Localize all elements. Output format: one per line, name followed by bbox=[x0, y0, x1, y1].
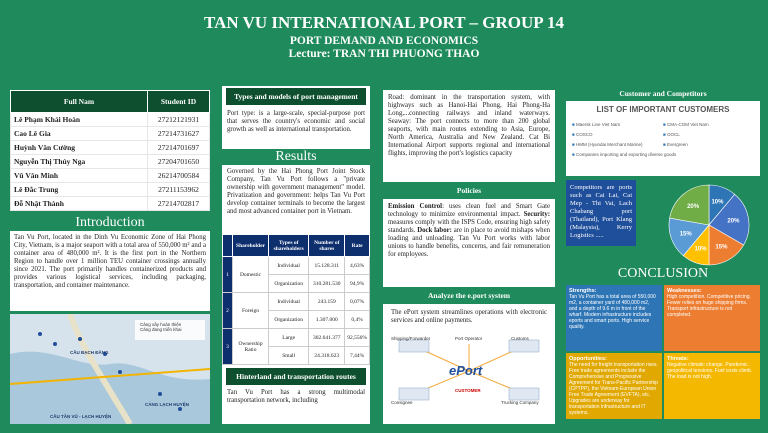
competitors-text: Competitors are ports such as Cai Lai, Cai Mep - Thi Vai, Lach Chabang port (Thailand), Port Klang (Malaysia), Kerry Logistics ..... bbox=[566, 180, 636, 246]
bullet-icon: ■ bbox=[572, 152, 576, 157]
map-legend-ongoing: Cảng đang triển khai bbox=[140, 327, 182, 332]
bullet-icon: ■ bbox=[572, 132, 576, 137]
competitors-heading: Customer and Competitors bbox=[566, 86, 760, 101]
member-row bbox=[11, 169, 210, 183]
eport-label-operator: Port Operator bbox=[455, 336, 483, 341]
eport-label-customs: Customs bbox=[511, 336, 529, 341]
member-name: Cao Lê Gia bbox=[11, 127, 148, 141]
member-name: Lê Đắc Trung bbox=[11, 183, 148, 197]
map-legend bbox=[140, 322, 182, 332]
eport-label-shipping: Shipping/Forwarder bbox=[391, 336, 431, 341]
results-heading: Results bbox=[222, 149, 370, 165]
conclusion-heading: CONCLUSION bbox=[566, 266, 760, 282]
policies-heading: Policies bbox=[383, 182, 555, 199]
share-col-idx bbox=[223, 235, 233, 257]
share-row bbox=[223, 293, 370, 311]
types-text: Port type: is a large-scale, special-purpose port that serves the country's economic and social growth as well as international transportation. bbox=[227, 110, 365, 133]
share-cell: 243.159 bbox=[309, 293, 345, 311]
map-legend-complete: Cảng xây hoàn thiện bbox=[140, 322, 182, 327]
poster-subtitle: PORT DEMAND AND ECONOMICS bbox=[289, 35, 479, 47]
member-name: Lê Phạm Khải Hoàn bbox=[11, 113, 148, 127]
eport-label-consignee: Consignee bbox=[391, 400, 413, 405]
swot-weaknesses bbox=[664, 285, 760, 351]
share-cell: 1.307.000 bbox=[309, 311, 345, 329]
share-cell: 302.641.377 bbox=[309, 329, 345, 347]
weaknesses-title: Weaknesses: bbox=[667, 288, 702, 294]
swot-strengths bbox=[566, 285, 662, 351]
strengths-text: Tan Vu Port has a total area of 550,000 m2, a container yard of 480,000 m2, and a depth of 9.6 m in front of the wharf. Modern infrastructure includes eports and smart ports. High service quality. bbox=[569, 294, 656, 330]
policy-emission: : uses clean fuel and Smart Gate technology to minimize environmental impact. bbox=[388, 203, 551, 218]
member-row bbox=[11, 183, 210, 197]
share-row bbox=[223, 329, 370, 347]
customer-item bbox=[572, 132, 663, 137]
intro-text: Tan Vu Port, located in the Dinh Vu Economic Zone of Hai Phong City, Vietnam, is a major seaport with a total area of 550,000 m² and a container area of 480,000 m². It is the first port in the Northern Region to handle over 1 million TEU container crossings annually since 2021. The port primarily handles containerized products and provides various logistical services, including packaging, transportation, and container maintenance. bbox=[10, 231, 210, 311]
opportunities-text: The need for freight transportation rises. Free trade agreements include the Comprehensive and Progressive Agreement for Trans-Pacific Partnership (CPTPP), the Vietnam-European Union Free Trade Agreement (EVFTA), etc. Upgrades are underway for transportation infrastructure and IT systems. bbox=[569, 362, 658, 416]
customer-name: Maersk Line Viet Nam bbox=[575, 122, 621, 127]
member-id: 27211153962 bbox=[148, 183, 210, 197]
share-cell: Individual bbox=[269, 257, 309, 275]
management-column bbox=[222, 86, 370, 424]
member-name: Vũ Văn Minh bbox=[11, 169, 148, 183]
shareholder-table bbox=[222, 234, 370, 365]
map-label-lach-huyen: CẢNG LẠCH HUYỆN bbox=[145, 402, 190, 407]
members-table bbox=[10, 90, 210, 211]
opportunities-title: Opportunities: bbox=[569, 356, 607, 362]
customer-name: Evergreen bbox=[666, 142, 688, 147]
customer-name: Companies importing and exporting diverse goods bbox=[575, 152, 677, 157]
bullet-icon: ■ bbox=[663, 132, 667, 137]
share-cell: 92,556% bbox=[345, 329, 370, 347]
share-group-index: 1 bbox=[223, 257, 233, 293]
eport-diagram bbox=[389, 336, 549, 406]
policy-emission-label: Emission Control bbox=[388, 203, 443, 210]
policies-text bbox=[383, 199, 555, 287]
pie-label: 10% bbox=[694, 246, 707, 253]
poster-header bbox=[0, 0, 768, 84]
policy-dock-label: Dock labor: bbox=[417, 227, 452, 234]
policy-security-label: Security: bbox=[523, 211, 550, 218]
share-row bbox=[223, 257, 370, 275]
policy-dock: are in place to avoid mishaps when loading and unloading. Tan Vu Port works with labor unions to handle benefits, concerns, and fair remuneration for employees. bbox=[388, 227, 550, 258]
share-col-header: Types of shareholders bbox=[269, 235, 309, 257]
pie-label: 20% bbox=[727, 218, 740, 225]
policy-security: measures comply with the ISPS Code, ensuring high safety standards. bbox=[388, 219, 550, 234]
competitors-pie bbox=[664, 180, 754, 270]
pie-label: 15% bbox=[679, 231, 692, 238]
routes-text: Road: dominant in the transportation system, with highways such as Hanoi-Hai Phong, Hai Phong-Ha Long,...connecting railways and inland waterways. Seaway: The port connects to more than 200 global seaports, with main routes extending to Asia, Europe, North America, Australia and New Zealand. Cat Bi International Airport supports regional and international flights, improving the port's logistics capacity bbox=[388, 94, 550, 157]
swot-grid bbox=[566, 285, 760, 425]
member-id: 27204701650 bbox=[148, 155, 210, 169]
customer-item bbox=[572, 142, 663, 147]
customers-box bbox=[566, 101, 760, 176]
member-row bbox=[11, 197, 210, 211]
eport-label-trucking: Trucking Company bbox=[501, 400, 539, 405]
intro-heading: Introduction bbox=[10, 215, 210, 231]
share-group-name: Domestic bbox=[233, 257, 269, 293]
poster-title: TAN VU INTERNATIONAL PORT – GROUP 14 bbox=[204, 13, 564, 32]
share-cell: Small bbox=[269, 347, 309, 365]
map-label-bridge: CẦU BẠCH ĐẰNG bbox=[70, 350, 109, 355]
bullet-icon: ■ bbox=[572, 122, 576, 127]
share-group-name: Foreign bbox=[233, 293, 269, 329]
threats-title: Threats: bbox=[667, 356, 689, 362]
member-id: 27214701697 bbox=[148, 141, 210, 155]
poster-lecturer: Lecture: TRAN THI PHUONG THAO bbox=[288, 48, 480, 60]
customer-item bbox=[663, 122, 754, 127]
member-id: 27214731627 bbox=[148, 127, 210, 141]
eport-label-customer: CUSTOMER bbox=[455, 388, 481, 393]
bullet-icon: ■ bbox=[572, 142, 576, 147]
pie-label: 20% bbox=[687, 204, 700, 211]
members-col-id: Student ID bbox=[148, 91, 210, 113]
customer-item bbox=[663, 142, 754, 147]
customer-name: COSCO bbox=[575, 132, 593, 137]
share-cell: Individual bbox=[269, 293, 309, 311]
share-cell: 0,4% bbox=[345, 311, 370, 329]
port-map bbox=[10, 314, 210, 424]
member-name: Huỳnh Văn Cường bbox=[11, 141, 148, 155]
member-row bbox=[11, 141, 210, 155]
bullet-icon: ■ bbox=[663, 122, 667, 127]
types-heading: Types and models of port management bbox=[226, 88, 366, 105]
swot-threats bbox=[664, 353, 760, 419]
customer-item bbox=[663, 132, 754, 137]
eport-logo: ePort bbox=[449, 363, 483, 378]
share-cell: 94,9% bbox=[345, 275, 370, 293]
share-cell: Organization bbox=[269, 311, 309, 329]
share-cell: Large bbox=[269, 329, 309, 347]
member-row bbox=[11, 127, 210, 141]
share-col-header: Shareholder bbox=[233, 235, 269, 257]
share-cell: 7,44% bbox=[345, 347, 370, 365]
share-cell: 24.318.623 bbox=[309, 347, 345, 365]
share-cell: Organization bbox=[269, 275, 309, 293]
member-id: 26214700584 bbox=[148, 169, 210, 183]
member-name: Nguyễn Thị Thúy Nga bbox=[11, 155, 148, 169]
share-cell: 15.128.311 bbox=[309, 257, 345, 275]
competitors-column bbox=[566, 86, 760, 424]
bullet-icon: ■ bbox=[663, 142, 667, 147]
weaknesses-text: High competition. Competitive pricing. Fewer relies on huge shipping firms. Transport infrastructure is not completed. bbox=[667, 294, 751, 318]
results-text: Governed by the Hai Phong Port Joint Stock Company, Tan Vu Port follows a "private ownership with government management" model. Privatization and government: helps Tan Vu Port develop container terminals to become the largest and most advanced container port in Vietnam. bbox=[227, 168, 365, 215]
share-col-header: Rate bbox=[345, 235, 370, 257]
member-id: 27214702817 bbox=[148, 197, 210, 211]
hinterland-text: Tan Vu Port has a strong multimodal transportation network, including bbox=[227, 389, 365, 404]
customer-item bbox=[572, 152, 754, 157]
hinterland-heading: Hinterland and transportation routes bbox=[226, 368, 366, 385]
customer-name: OOCL bbox=[666, 132, 680, 137]
members-col-name: Full Nam bbox=[11, 91, 148, 113]
competitors-box bbox=[566, 180, 760, 272]
member-name: Đỗ Nhật Thành bbox=[11, 197, 148, 211]
share-group-name: Ownership Ratio bbox=[233, 329, 269, 365]
share-group-index: 2 bbox=[223, 293, 233, 329]
member-row bbox=[11, 113, 210, 127]
member-id: 27212121931 bbox=[148, 113, 210, 127]
strengths-title: Strengths: bbox=[569, 288, 597, 294]
customers-list bbox=[572, 122, 754, 157]
swot-opportunities bbox=[566, 353, 662, 419]
member-row bbox=[11, 155, 210, 169]
share-col-header: Number of shares bbox=[309, 235, 345, 257]
customer-name: HMM (Hyundai Merchant Marine) bbox=[575, 142, 643, 147]
share-cell: 310.281.530 bbox=[309, 275, 345, 293]
pie-label: 15% bbox=[715, 244, 728, 251]
eport-heading: Analyze the e.port system bbox=[383, 287, 555, 304]
share-cell: 0,07% bbox=[345, 293, 370, 311]
threats-text: Negative climatic change. Pandemic. geopolitical tensions. Fuel costs climb. The load is not high. bbox=[667, 362, 753, 380]
customer-name: CMA-CGM Viet Nam bbox=[666, 122, 709, 127]
policies-column bbox=[383, 90, 555, 424]
eport-text: The ePort system streamlines operations with electronic services and online payments. bbox=[391, 309, 547, 324]
map-label-tan-vu-bridge: CẦU TÂN VŨ - LẠCH HUYỆN bbox=[50, 414, 112, 419]
pie-label: 10% bbox=[711, 199, 724, 206]
share-group-index: 3 bbox=[223, 329, 233, 365]
share-cell: 4,63% bbox=[345, 257, 370, 275]
customers-title: LIST OF IMPORTANT CUSTOMERS bbox=[596, 105, 730, 114]
customer-item bbox=[572, 122, 663, 127]
